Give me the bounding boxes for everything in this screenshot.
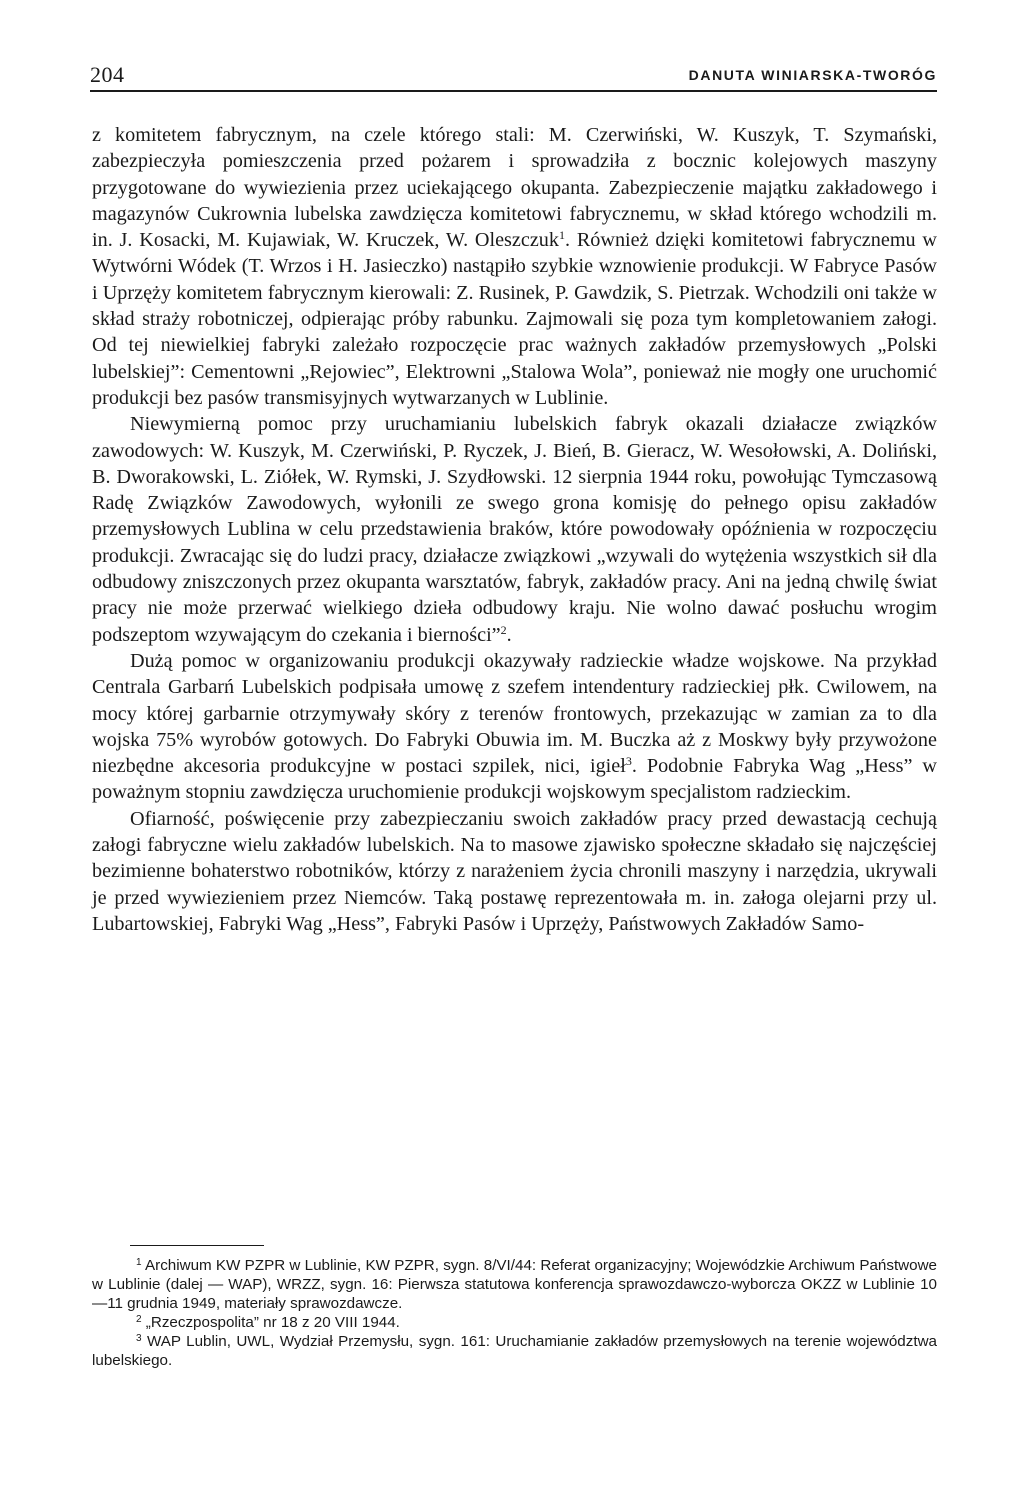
paragraph <box>92 411 937 648</box>
footnote-mark: 1 <box>136 1257 142 1268</box>
body-text <box>92 122 937 937</box>
paragraph <box>92 806 937 937</box>
footnotes <box>92 1257 937 1370</box>
text-segment: Ofiarność, poświęcenie przy zabezpieczaniu swoich zakładów pracy przed dewastacją cechują załogi fabryczne wielu zakładów lubelskich. Na to masowe zjawisko społeczne składało się najczęściej bezimienne bohaterstwo robotników, którzy z narażeniem życia chronili maszyny i narzędzia, ukrywali je przed wywiezieniem przez Niemców. Taką postawę reprezentowała m. in. załoga olejarni przy ul. Lubartowskiej, Fabryki Wag „Hess”, Fabryki Pasów i Uprzęży, Państwowych Zakładów Samo- <box>92 807 937 935</box>
footnote <box>92 1314 937 1333</box>
footnote-text: Archiwum KW PZPR w Lublinie, KW PZPR, sygn. 8/VI/44: Referat organizacyjny; Wojewódzkie Archiwum Państwowe w Lublinie (dalej — WAP), WRZZ, sygn. 16: Pierwsza statutowa konferencja sprawozdawczo-wyborcza OKZZ w Lublinie 10—11 grudnia 1949, materiały sprawozdawcze. <box>92 1257 937 1312</box>
footnote-divider <box>130 1245 264 1246</box>
footnote <box>92 1257 937 1314</box>
text-segment: Dużą pomoc w organizowaniu produkcji okazywały radzieckie władze wojskowe. Na przykład Centrala Garbarń Lubelskich podpisała umowę z szefem intendentury radzieckiej płk. Cwilowem, na mocy której garbarnie otrzymywały skóry z terenów frontowych, przekazując w zamian za to dla wojska 75% wyrobów gotowych. Do Fabryki Obuwia im. M. Buczka aż z Moskwy były przywożone niezbędne akcesoria produkcyjne w postaci szpilek, nici, igieł <box>92 649 937 778</box>
paragraph <box>92 122 937 411</box>
page-number: 204 <box>90 62 125 87</box>
footnote-ref: 1 <box>558 228 565 243</box>
footnote <box>92 1333 937 1371</box>
footnote-mark: 2 <box>136 1313 142 1325</box>
footnote-text: WAP Lublin, UWL, Wydział Przemysłu, sygn. 161: Uruchamianie zakładów przemysłowych na terenie województwa lubelskiego. <box>92 1332 937 1369</box>
page-header <box>90 64 937 92</box>
footnote-mark: 3 <box>136 1332 142 1344</box>
footnote-ref: 2 <box>500 622 507 637</box>
text-segment: z komitetem fabrycznym, na czele którego stali: M. Czerwiński, W. Kuszyk, T. Szymański, zabezpieczyła pomieszczenia przed pożarem i sprowadziła z bocznic kolejowych maszyny przygotowane do wywiezienia przez uciekającego okupanta. Zabezpieczenie majątku zakładowego i magazynów Cukrownia lubelska zawdzięcza komitetowi fabrycznemu, w skład którego wchodzili m. in. J. Kosacki, M. Kujawiak, W. Kruczek, W. Oleszczuk <box>92 124 937 252</box>
text-segment: . <box>506 623 512 646</box>
paragraph <box>92 648 937 806</box>
footnote-text: „Rzeczpospolita” nr 18 z 20 VIII 1944. <box>145 1313 400 1331</box>
text-segment: Niewymierną pomoc przy uruchamianiu lubelskich fabryk okazali działacze związków zawodowych: W. Kuszyk, M. Czerwiński, P. Ryczek, J. Bień, B. Gieracz, W. Wesołowski, A. Doliński, B. Dworakowski, L. Ziółek, W. Rymski, J. Szydłowski. 12 sierpnia 1944 roku, powołując Tymczasową Radę Związków Zawodowych, wyłonili ze swego grona komisję do pełnego opisu zakładów przemysłowych Lublina w celu przedstawienia braków, które powodowały opóźnienia w rozpoczęciu produkcji. Zwracając się do ludzi pracy, działacze związkowi „wzywali do wytężenia wszystkich sił dla odbudowy zniszczonych przez okupanta warsztatów, fabryk, zakładów pracy. Ani na jedną chwilę świat pracy nie może przerwać wielkiego dzieła odbudowy kraju. Nie wolno dawać posłuchu wrogim podszeptom wzywającym do czekania i bierności” <box>92 413 937 646</box>
footnote-ref: 3 <box>625 754 632 769</box>
text-segment: . Podobnie Fabryka Wag „Hess” w poważnym stopniu zawdzięcza uruchomienie produkcji wojskowym specjalistom radzieckim. <box>92 755 937 804</box>
running-head: DANUTA WINIARSKA-TWORÓG <box>688 67 937 83</box>
text-segment: . Również dzięki komitetowi fabrycznemu w Wytwórni Wódek (T. Wrzos i H. Jasieczko) nastąpiło szybkie wznowienie produkcji. W Fabryce Pasów i Uprzęży komitetem fabrycznym kierowali: Z. Rusinek, P. Gawdzik, S. Pietrzak. Wchodzili oni także w skład straży robotniczej, odpierając próby rabunku. Zajmowali się poza tym kompletowaniem załogi. Od tej niewielkiej fabryki zależało rozpoczęcie prac ważnych zakładów przemysłowych „Polski lubelskiej”: Cementowni „Rejowiec”, Elektrowni „Stalowa Wola”, ponieważ nie mogły one uruchomić produkcji bez pasów transmisyjnych wytwarzanych w Lublinie. <box>92 229 937 409</box>
